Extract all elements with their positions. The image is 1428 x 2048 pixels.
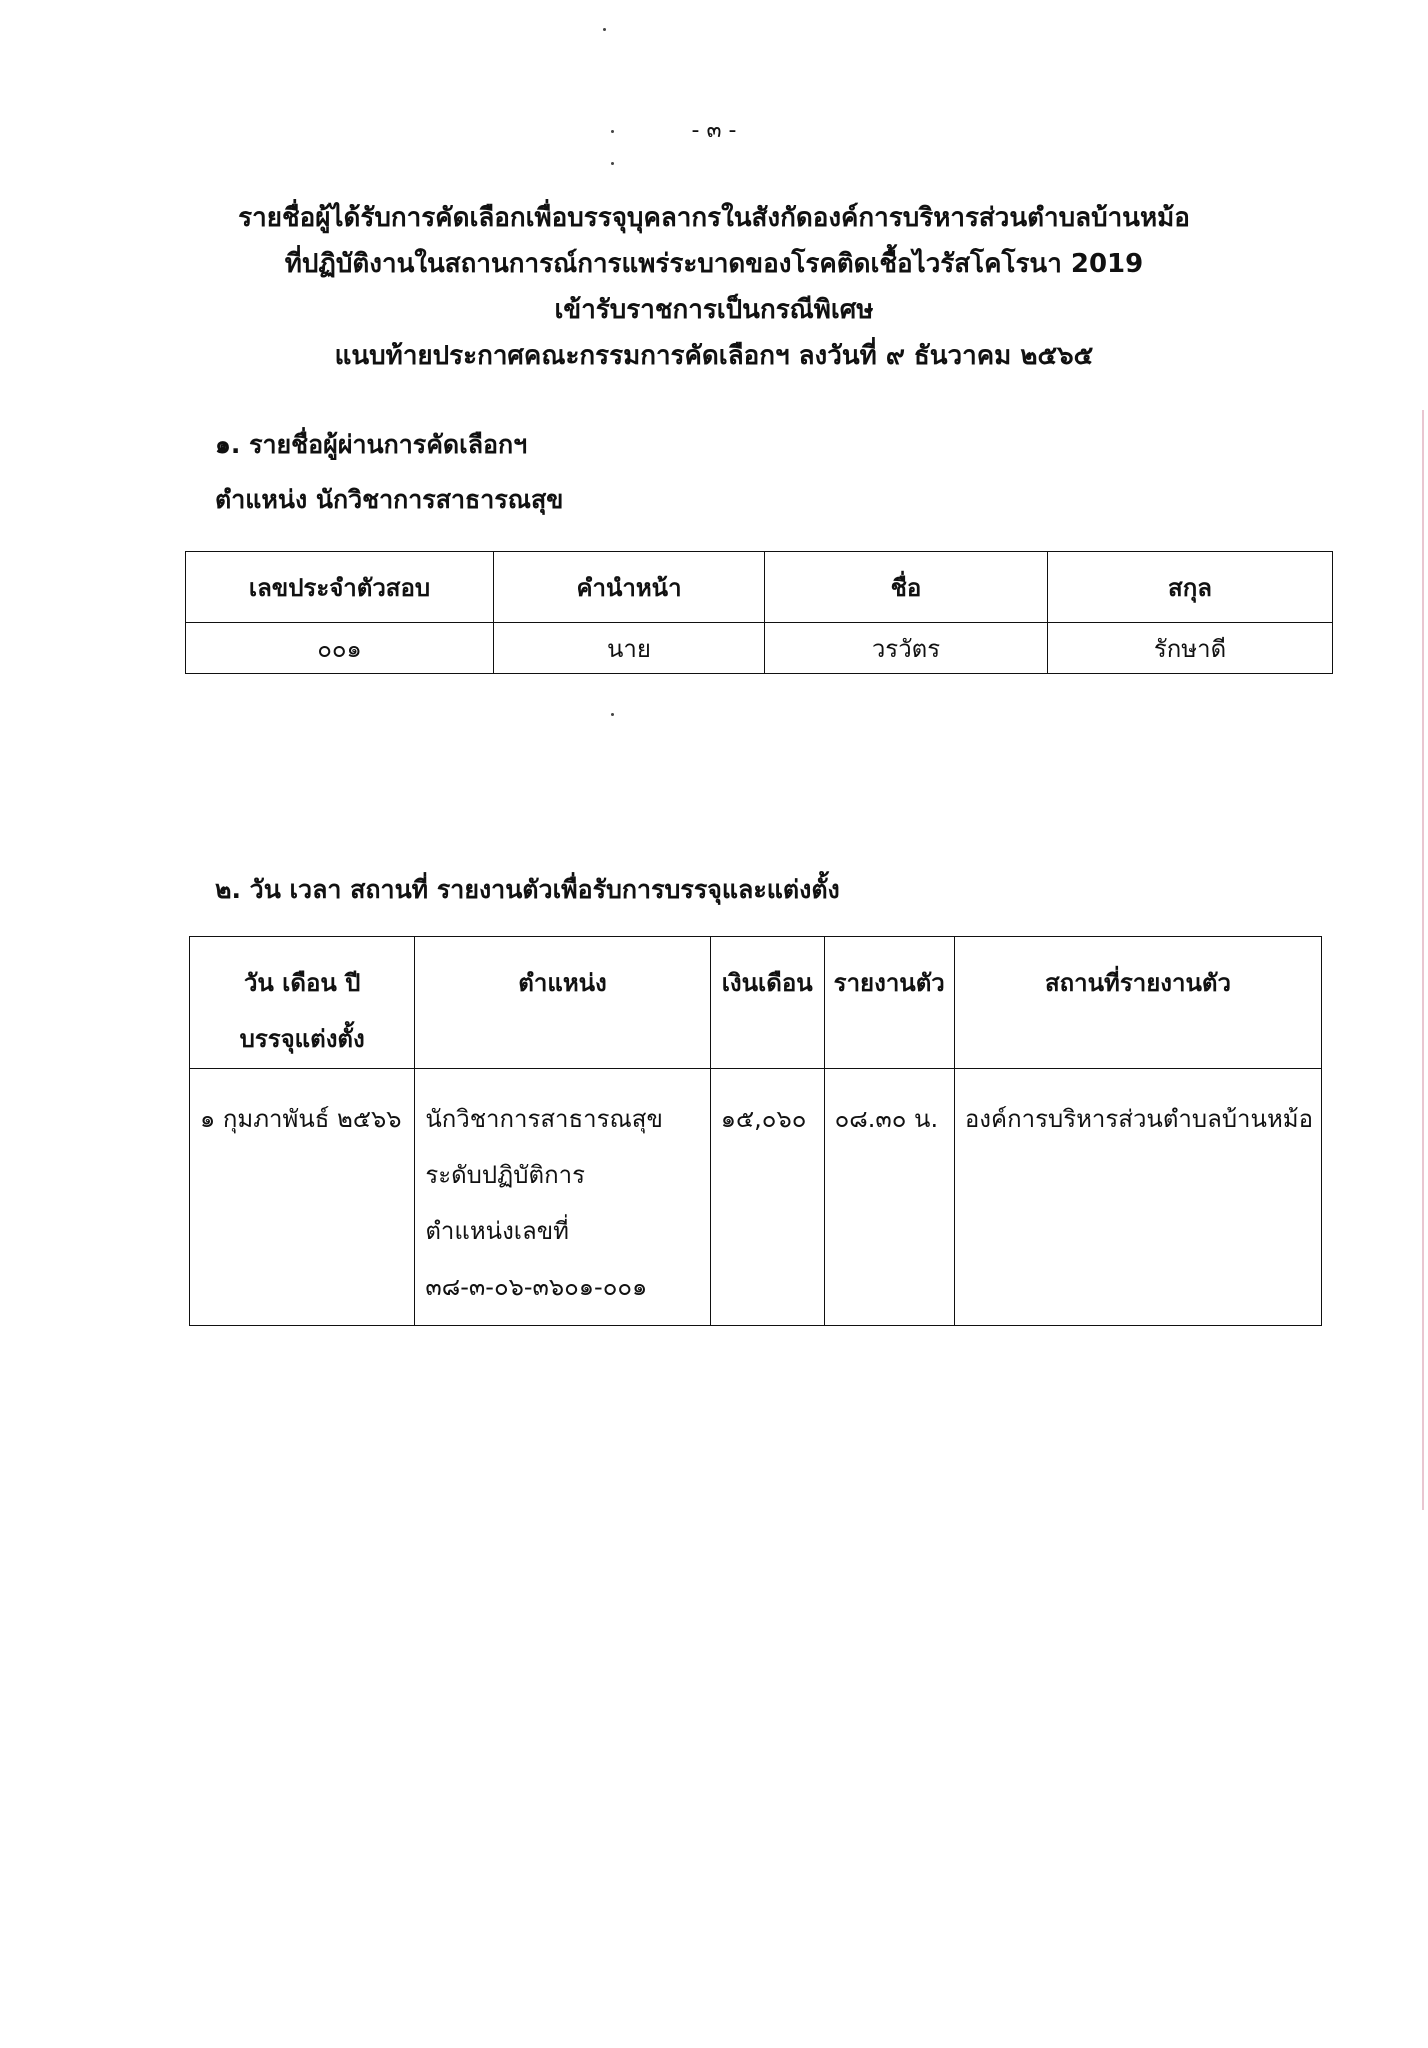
header-prefix: คำนำหน้า — [494, 552, 765, 623]
cell-last-name: รักษาดี — [1048, 623, 1333, 674]
selected-candidates-table — [185, 551, 1333, 674]
header-salary: เงินเดือน — [710, 937, 824, 1069]
header-report-place: สถานที่รายงานตัว — [954, 937, 1321, 1069]
header-date-line2: บรรจุแต่งตั้ง — [239, 1025, 365, 1053]
table-header-row — [190, 937, 1322, 1069]
position-line: ตำแหน่งเลขที่ — [425, 1217, 569, 1245]
title-line: แนบท้ายประกาศคณะกรรมการคัดเลือกฯ ลงวันที่ ๙ ธันวาคม ๒๕๖๕ — [334, 341, 1094, 371]
header-first-name: ชื่อ — [765, 552, 1048, 623]
header-report-time: รายงานตัว — [824, 937, 954, 1069]
table-row — [190, 1069, 1322, 1326]
cell-report-place: องค์การบริหารส่วนตำบลบ้านหม้อ — [954, 1069, 1321, 1326]
scan-edge-mark — [1422, 410, 1424, 1510]
title-line: ที่ปฏิบัติงานในสถานการณ์การแพร่ระบาดของโรคติดเชื้อไวรัสโคโรนา 2019 — [284, 249, 1144, 279]
scan-speck — [611, 162, 614, 165]
cell-first-name: วรวัตร — [765, 623, 1048, 674]
section2-heading: ๒. วัน เวลา สถานที่ รายงานตัวเพื่อรับการบรรจุและแต่งตั้ง — [215, 875, 840, 904]
table-header-row — [186, 552, 1333, 623]
header-exam-id: เลขประจำตัวสอบ — [186, 552, 494, 623]
header-date-line1: วัน เดือน ปี — [243, 969, 361, 997]
cell-report-time: ๐๘.๓๐ น. — [824, 1069, 954, 1326]
position-line: ๓๘-๓-๐๖-๓๖๐๑-๐๐๑ — [425, 1273, 648, 1301]
cell-exam-id: ๐๐๑ — [186, 623, 494, 674]
scan-speck — [611, 713, 614, 716]
title-line: เข้ารับราชการเป็นกรณีพิเศษ — [554, 295, 874, 325]
title-line: รายชื่อผู้ได้รับการคัดเลือกเพื่อบรรจุบุคลากรในสังกัดองค์การบริหารส่วนตำบลบ้านหม้อ — [238, 203, 1190, 233]
header-position: ตำแหน่ง — [415, 937, 710, 1069]
section1-position: ตำแหน่ง นักวิชาการสาธารณสุข — [215, 485, 564, 514]
cell-position — [415, 1069, 710, 1326]
section1-heading: ๑. รายชื่อผู้ผ่านการคัดเลือกฯ — [215, 430, 528, 459]
report-schedule-table — [189, 936, 1322, 1326]
cell-prefix: นาย — [494, 623, 765, 674]
header-appointment-date — [190, 937, 415, 1069]
position-line: นักวิชาการสาธารณสุข — [425, 1105, 663, 1133]
position-line: ระดับปฏิบัติการ — [425, 1161, 585, 1189]
table-row — [186, 623, 1333, 674]
cell-appointment-date: ๑ กุมภาพันธ์ ๒๕๖๖ — [190, 1069, 415, 1326]
scan-speck — [603, 28, 606, 31]
document-title — [0, 195, 1428, 379]
page-number: - ๓ - — [691, 118, 737, 143]
header-last-name: สกุล — [1048, 552, 1333, 623]
cell-salary: ๑๕,๐๖๐ — [710, 1069, 824, 1326]
